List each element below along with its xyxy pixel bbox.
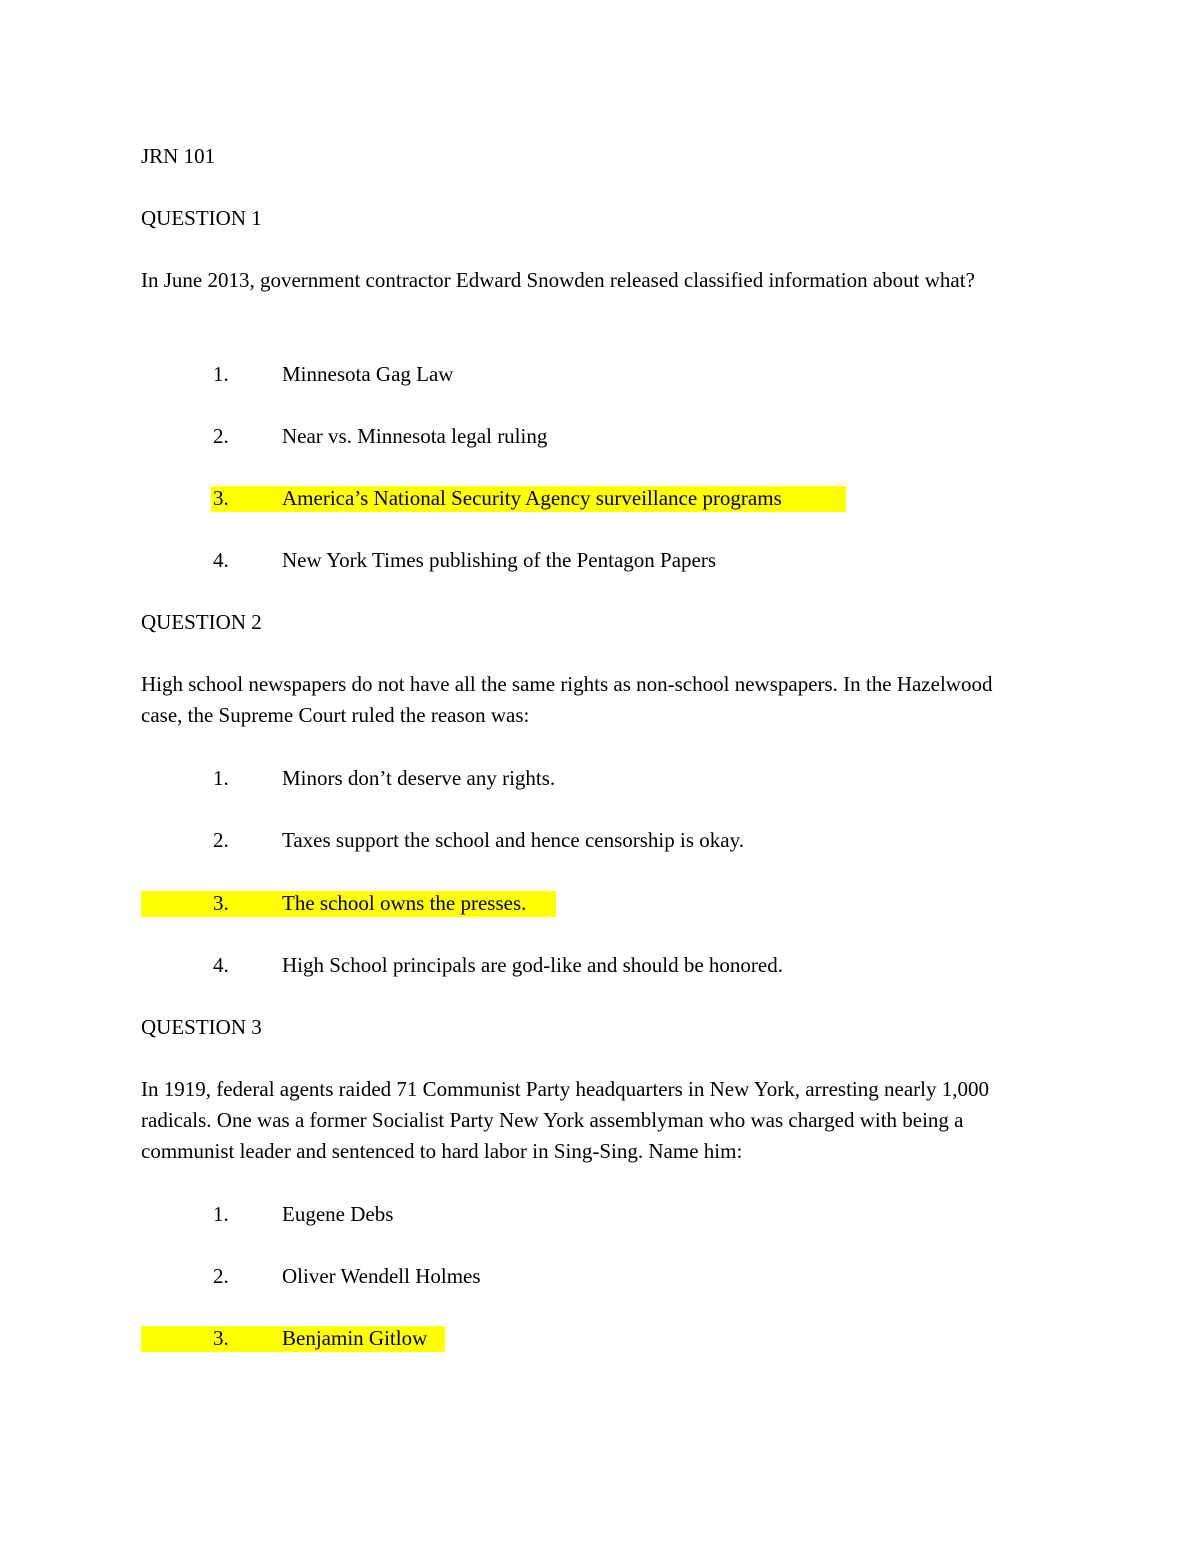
option-text: Oliver Wendell Holmes — [282, 1264, 481, 1288]
option-text: Eugene Debs — [282, 1202, 394, 1226]
option-text: Taxes support the school and hence censorship is okay. — [282, 828, 744, 852]
option-number: 3. — [213, 486, 229, 510]
option-number: 4. — [213, 548, 229, 572]
option-number: 1. — [213, 766, 229, 790]
option-number: 1. — [213, 1202, 229, 1226]
option-text: Near vs. Minnesota legal ruling — [282, 424, 548, 448]
question-1-prompt: In June 2013, government contractor Edward Snowden released classified information about what? — [141, 268, 975, 292]
option-text: America’s National Security Agency surveillance programs — [282, 486, 782, 510]
question-2-prompt: High school newspapers do not have all the same rights as non-school newspapers. In the Hazelwood case, the Supreme Court ruled the reason was: — [141, 672, 993, 727]
question-1-heading: QUESTION 1 — [141, 206, 262, 230]
option-text: Minors don’t deserve any rights. — [282, 766, 556, 790]
option-text: High School principals are god-like and should be honored. — [282, 953, 783, 977]
question-3-prompt: In 1919, federal agents raided 71 Communist Party headquarters in New York, arresting nearly 1,000 radicals. One was a former Socialist Party New York assemblyman who was charged with being a communist leader and sentenced to hard labor in Sing-Sing. Name him: — [141, 1077, 989, 1163]
option-number: 2. — [213, 1264, 229, 1288]
option-number: 2. — [213, 424, 229, 448]
option-text: New York Times publishing of the Pentagon Papers — [282, 548, 717, 572]
option-number: 3. — [213, 1326, 229, 1350]
option-number: 2. — [213, 828, 229, 852]
question-2-heading: QUESTION 2 — [141, 610, 262, 634]
option-text: Minnesota Gag Law — [282, 362, 454, 386]
option-number: 3. — [213, 891, 229, 915]
question-3-heading: QUESTION 3 — [141, 1015, 262, 1039]
option-text: Benjamin Gitlow — [282, 1326, 428, 1350]
option-number: 1. — [213, 362, 229, 386]
option-text: The school owns the presses. — [282, 891, 527, 915]
course-title: JRN 101 — [141, 144, 216, 168]
option-number: 4. — [213, 953, 229, 977]
